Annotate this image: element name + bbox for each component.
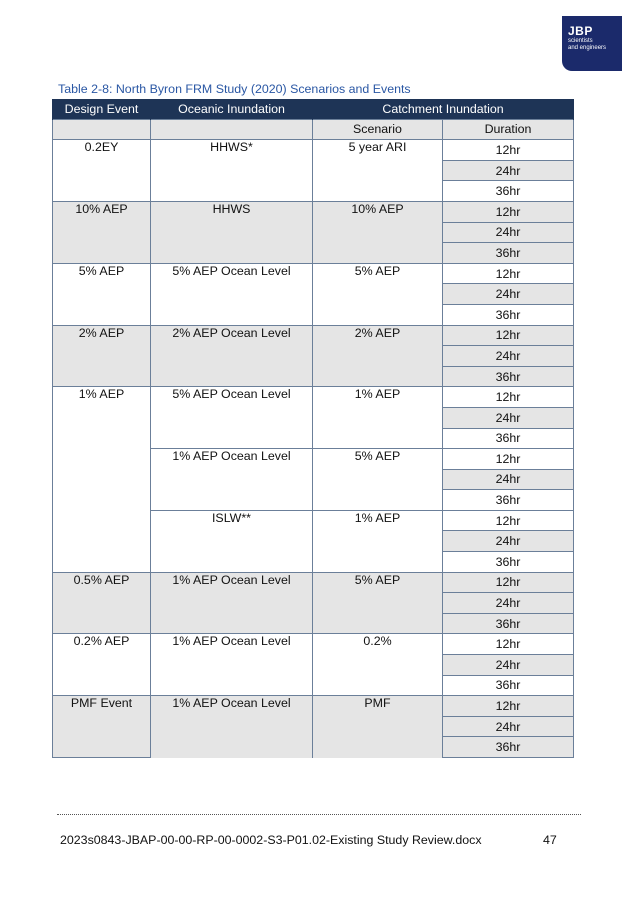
scenario-cell: 5% AEP [313, 263, 443, 325]
duration-cell: 12hr [443, 140, 574, 161]
duration-cell: 36hr [443, 304, 574, 325]
scenario-cell: 10% AEP [313, 201, 443, 263]
duration-cell: 12hr [443, 325, 574, 346]
subheader-duration: Duration [443, 119, 574, 140]
duration-cell: 12hr [443, 510, 574, 531]
duration-cell: 36hr [443, 613, 574, 634]
oceanic-inundation-cell: 1% AEP Ocean Level [151, 572, 313, 634]
scenario-cell: 5 year ARI [313, 140, 443, 202]
subheader-scenario: Scenario [313, 119, 443, 140]
oceanic-inundation-cell: 1% AEP Ocean Level [151, 634, 313, 696]
footer-page-number: 47 [543, 833, 557, 847]
duration-cell: 24hr [443, 407, 574, 428]
design-event-cell: 0.2EY [53, 140, 151, 202]
oceanic-inundation-cell: 1% AEP Ocean Level [151, 696, 313, 758]
oceanic-inundation-cell: ISLW** [151, 510, 313, 572]
oceanic-inundation-cell: HHWS [151, 201, 313, 263]
table-row [53, 634, 574, 655]
duration-cell: 12hr [443, 634, 574, 655]
duration-cell: 12hr [443, 387, 574, 408]
duration-cell: 12hr [443, 696, 574, 717]
logo-tagline-1: scientists [568, 38, 593, 44]
duration-cell: 12hr [443, 201, 574, 222]
oceanic-inundation-cell: 5% AEP Ocean Level [151, 387, 313, 449]
duration-cell: 24hr [443, 284, 574, 305]
duration-cell: 36hr [443, 675, 574, 696]
duration-cell: 36hr [443, 490, 574, 511]
scenario-cell: PMF [313, 696, 443, 758]
duration-cell: 36hr [443, 428, 574, 449]
oceanic-inundation-cell: 2% AEP Ocean Level [151, 325, 313, 387]
table-row [53, 696, 574, 717]
scenario-cell: 0.2% [313, 634, 443, 696]
footer-document-name: 2023s0843-JBAP-00-00-RP-00-0002-S3-P01.02-Existing Study Review.docx [60, 833, 482, 847]
company-logo [562, 16, 622, 71]
logo-tagline-2: and engineers [568, 45, 607, 51]
oceanic-inundation-cell: HHWS* [151, 140, 313, 202]
duration-cell: 24hr [443, 346, 574, 367]
duration-cell: 36hr [443, 552, 574, 573]
table-row [53, 325, 574, 346]
scenario-cell: 1% AEP [313, 510, 443, 572]
duration-cell: 36hr [443, 737, 574, 758]
design-event-cell: 0.2% AEP [53, 634, 151, 696]
design-event-cell: 10% AEP [53, 201, 151, 263]
table-row [53, 263, 574, 284]
table-subheader-row [53, 119, 574, 140]
duration-cell: 24hr [443, 655, 574, 676]
duration-cell: 24hr [443, 593, 574, 614]
duration-cell: 12hr [443, 449, 574, 470]
design-event-cell: 5% AEP [53, 263, 151, 325]
design-event-cell: 0.5% AEP [53, 572, 151, 634]
table-row [53, 201, 574, 222]
table-caption: Table 2-8: North Byron FRM Study (2020) Scenarios and Events [58, 82, 411, 96]
header-catchment-inundation: Catchment Inundation [313, 99, 574, 119]
logo-name: JBP [568, 24, 593, 38]
table-header-row [53, 99, 574, 119]
design-event-cell: 2% AEP [53, 325, 151, 387]
oceanic-inundation-cell: 5% AEP Ocean Level [151, 263, 313, 325]
oceanic-inundation-cell: 1% AEP Ocean Level [151, 449, 313, 511]
duration-cell: 24hr [443, 160, 574, 181]
design-event-cell: 1% AEP [53, 387, 151, 572]
scenario-cell: 1% AEP [313, 387, 443, 449]
scenario-cell: 2% AEP [313, 325, 443, 387]
subheader-empty-2 [151, 119, 313, 140]
duration-cell: 12hr [443, 263, 574, 284]
duration-cell: 24hr [443, 469, 574, 490]
duration-cell: 24hr [443, 716, 574, 737]
subheader-empty-1 [53, 119, 151, 140]
duration-cell: 24hr [443, 222, 574, 243]
table-row [53, 572, 574, 593]
table-row [53, 387, 574, 408]
table-body [53, 140, 574, 758]
header-design-event: Design Event [53, 99, 151, 119]
scenario-cell: 5% AEP [313, 449, 443, 511]
duration-cell: 36hr [443, 181, 574, 202]
duration-cell: 24hr [443, 531, 574, 552]
duration-cell: 36hr [443, 243, 574, 264]
header-oceanic-inundation: Oceanic Inundation [151, 99, 313, 119]
design-event-cell: PMF Event [53, 696, 151, 758]
duration-cell: 12hr [443, 572, 574, 593]
duration-cell: 36hr [443, 366, 574, 387]
scenarios-table [52, 99, 574, 758]
footer-divider [57, 814, 581, 815]
table-row [53, 140, 574, 161]
scenario-cell: 5% AEP [313, 572, 443, 634]
